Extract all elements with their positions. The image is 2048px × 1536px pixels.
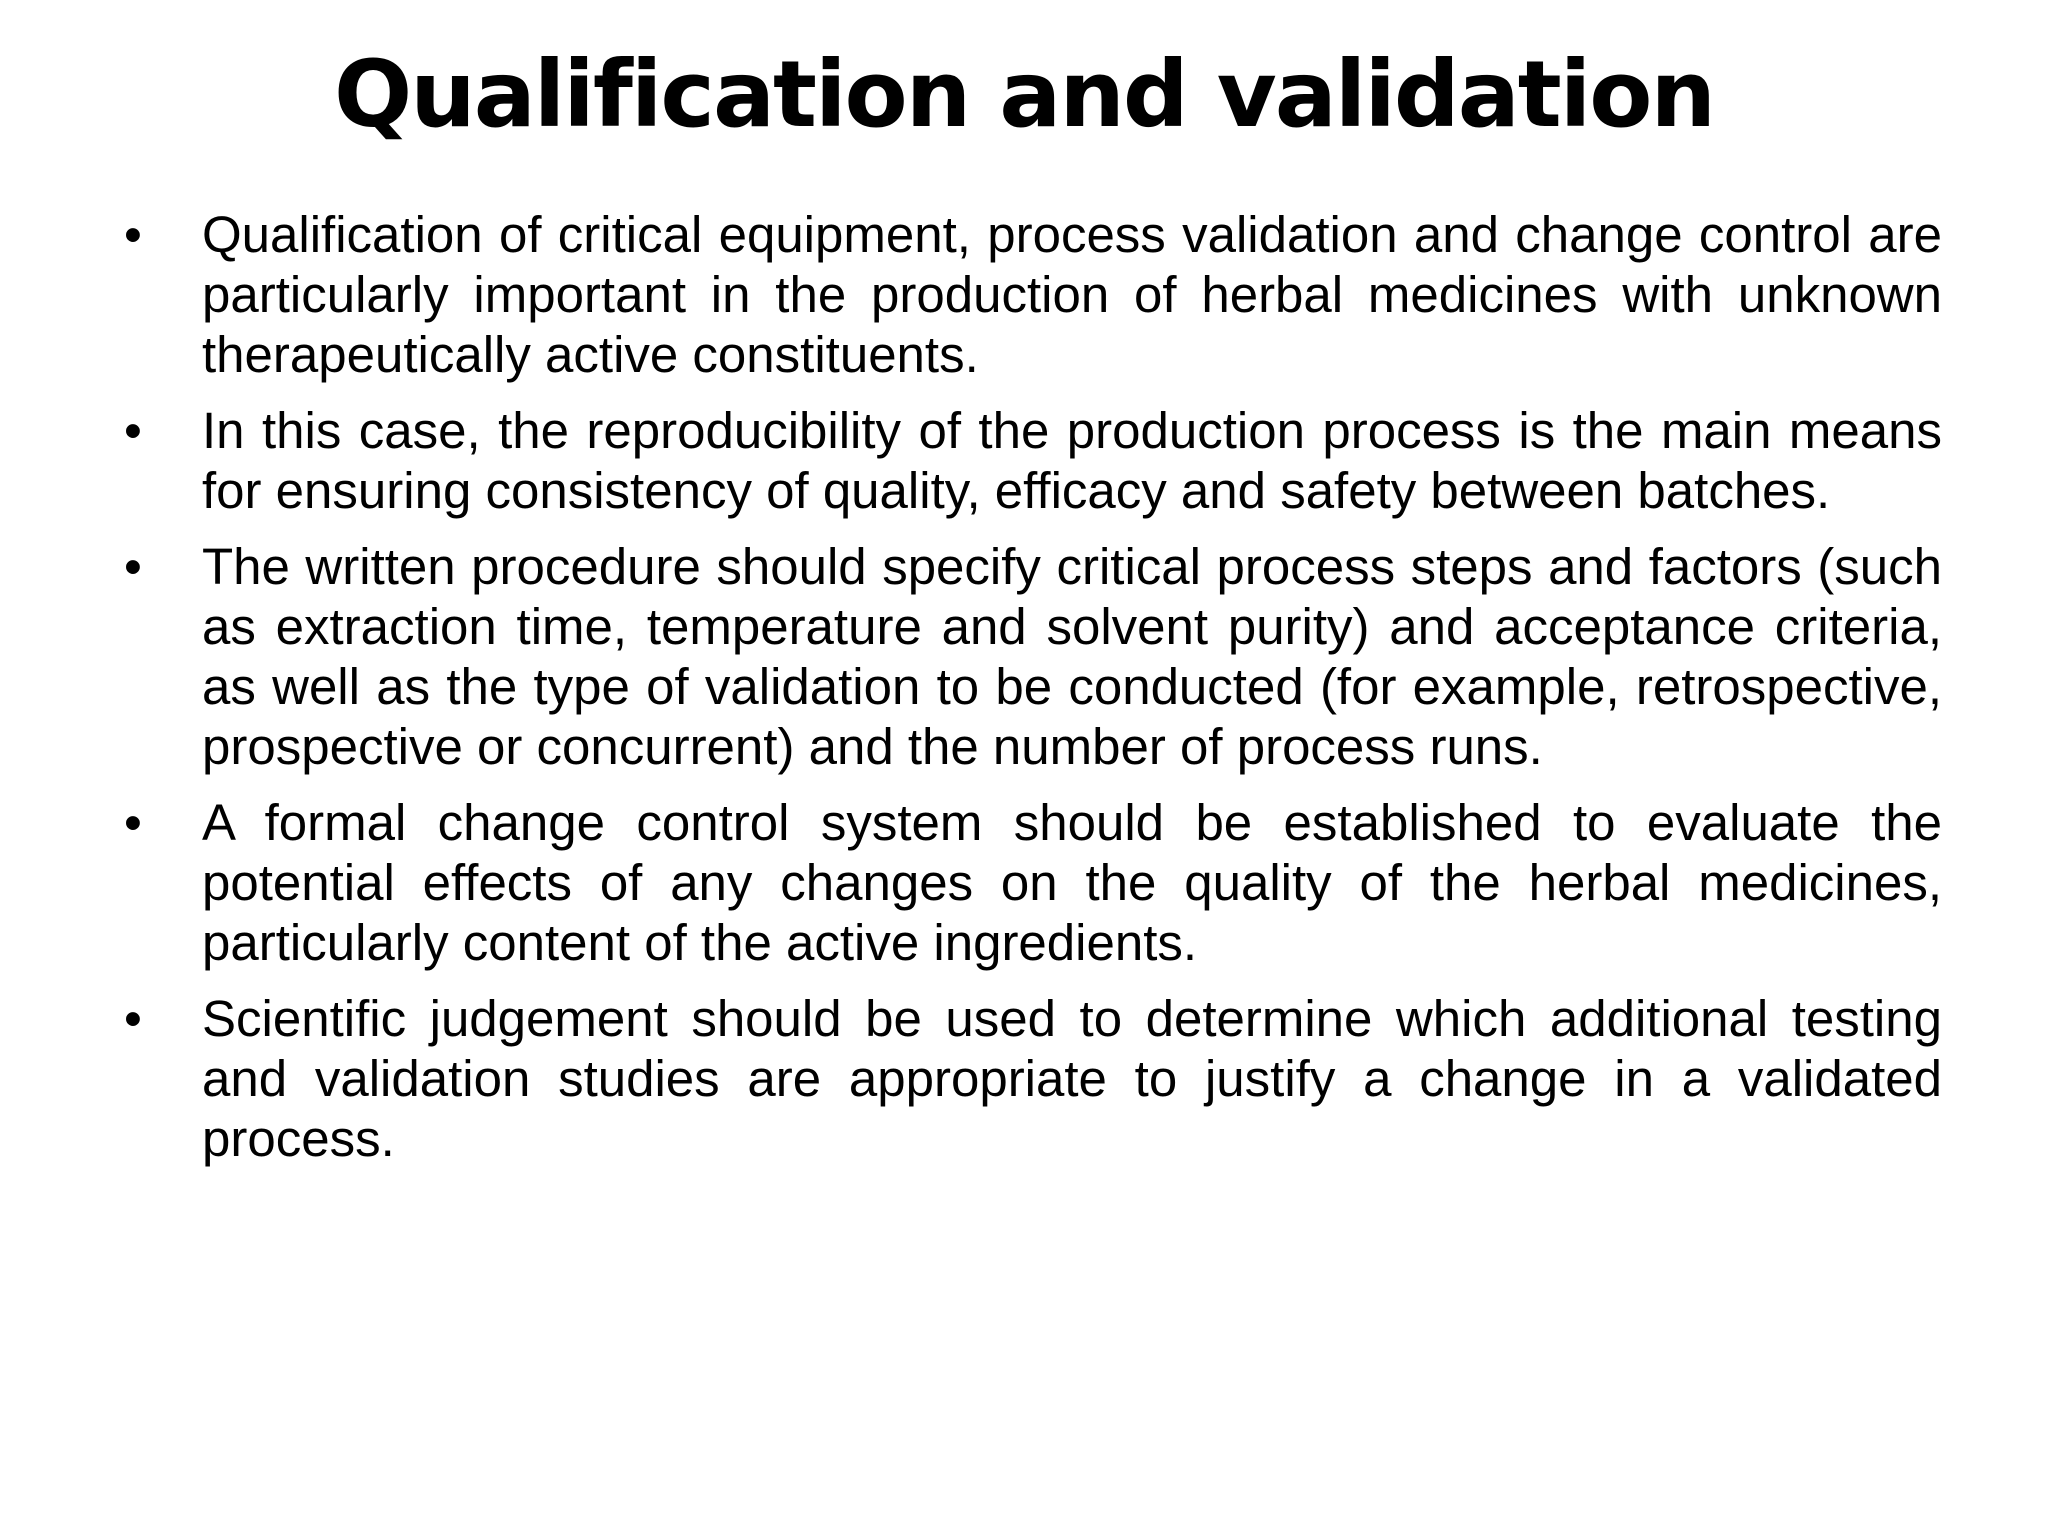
bullet-item xyxy=(112,401,1942,521)
bullet-item xyxy=(112,793,1942,973)
bullet-icon: • xyxy=(124,206,142,263)
bullet-icon: • xyxy=(124,990,142,1047)
bullet-item xyxy=(112,537,1942,777)
bullet-icon: • xyxy=(124,538,142,595)
bullet-icon: • xyxy=(124,794,142,851)
bullet-icon: • xyxy=(124,402,142,459)
slide-title: Qualification and validation xyxy=(333,41,1715,148)
bullet-text: A formal change control system should be established to evaluate the potential effects of any changes on the quality of the herbal medicines, particularly content of the active ingredients. xyxy=(202,794,1942,971)
bullet-text: Scientific judgement should be used to determine which additional testing and validation studies are appropriate to justify a change in a validated process. xyxy=(202,990,1942,1167)
bullet-item xyxy=(112,989,1942,1169)
bullet-text: Qualification of critical equipment, process validation and change control are particularly important in the production of herbal medicines with unknown therapeutically active constituents. xyxy=(202,206,1942,383)
bullet-text: In this case, the reproducibility of the production process is the main means for ensuring consistency of quality, efficacy and safety between batches. xyxy=(202,402,1942,519)
bullet-item xyxy=(112,205,1942,385)
bullet-list xyxy=(112,205,1942,1185)
bullet-text: The written procedure should specify critical process steps and factors (such as extraction time, temperature and solvent purity) and acceptance criteria, as well as the type of validation to be conducted (for example, retrospective, prospective or concurrent) and the number of process runs. xyxy=(202,538,1942,775)
